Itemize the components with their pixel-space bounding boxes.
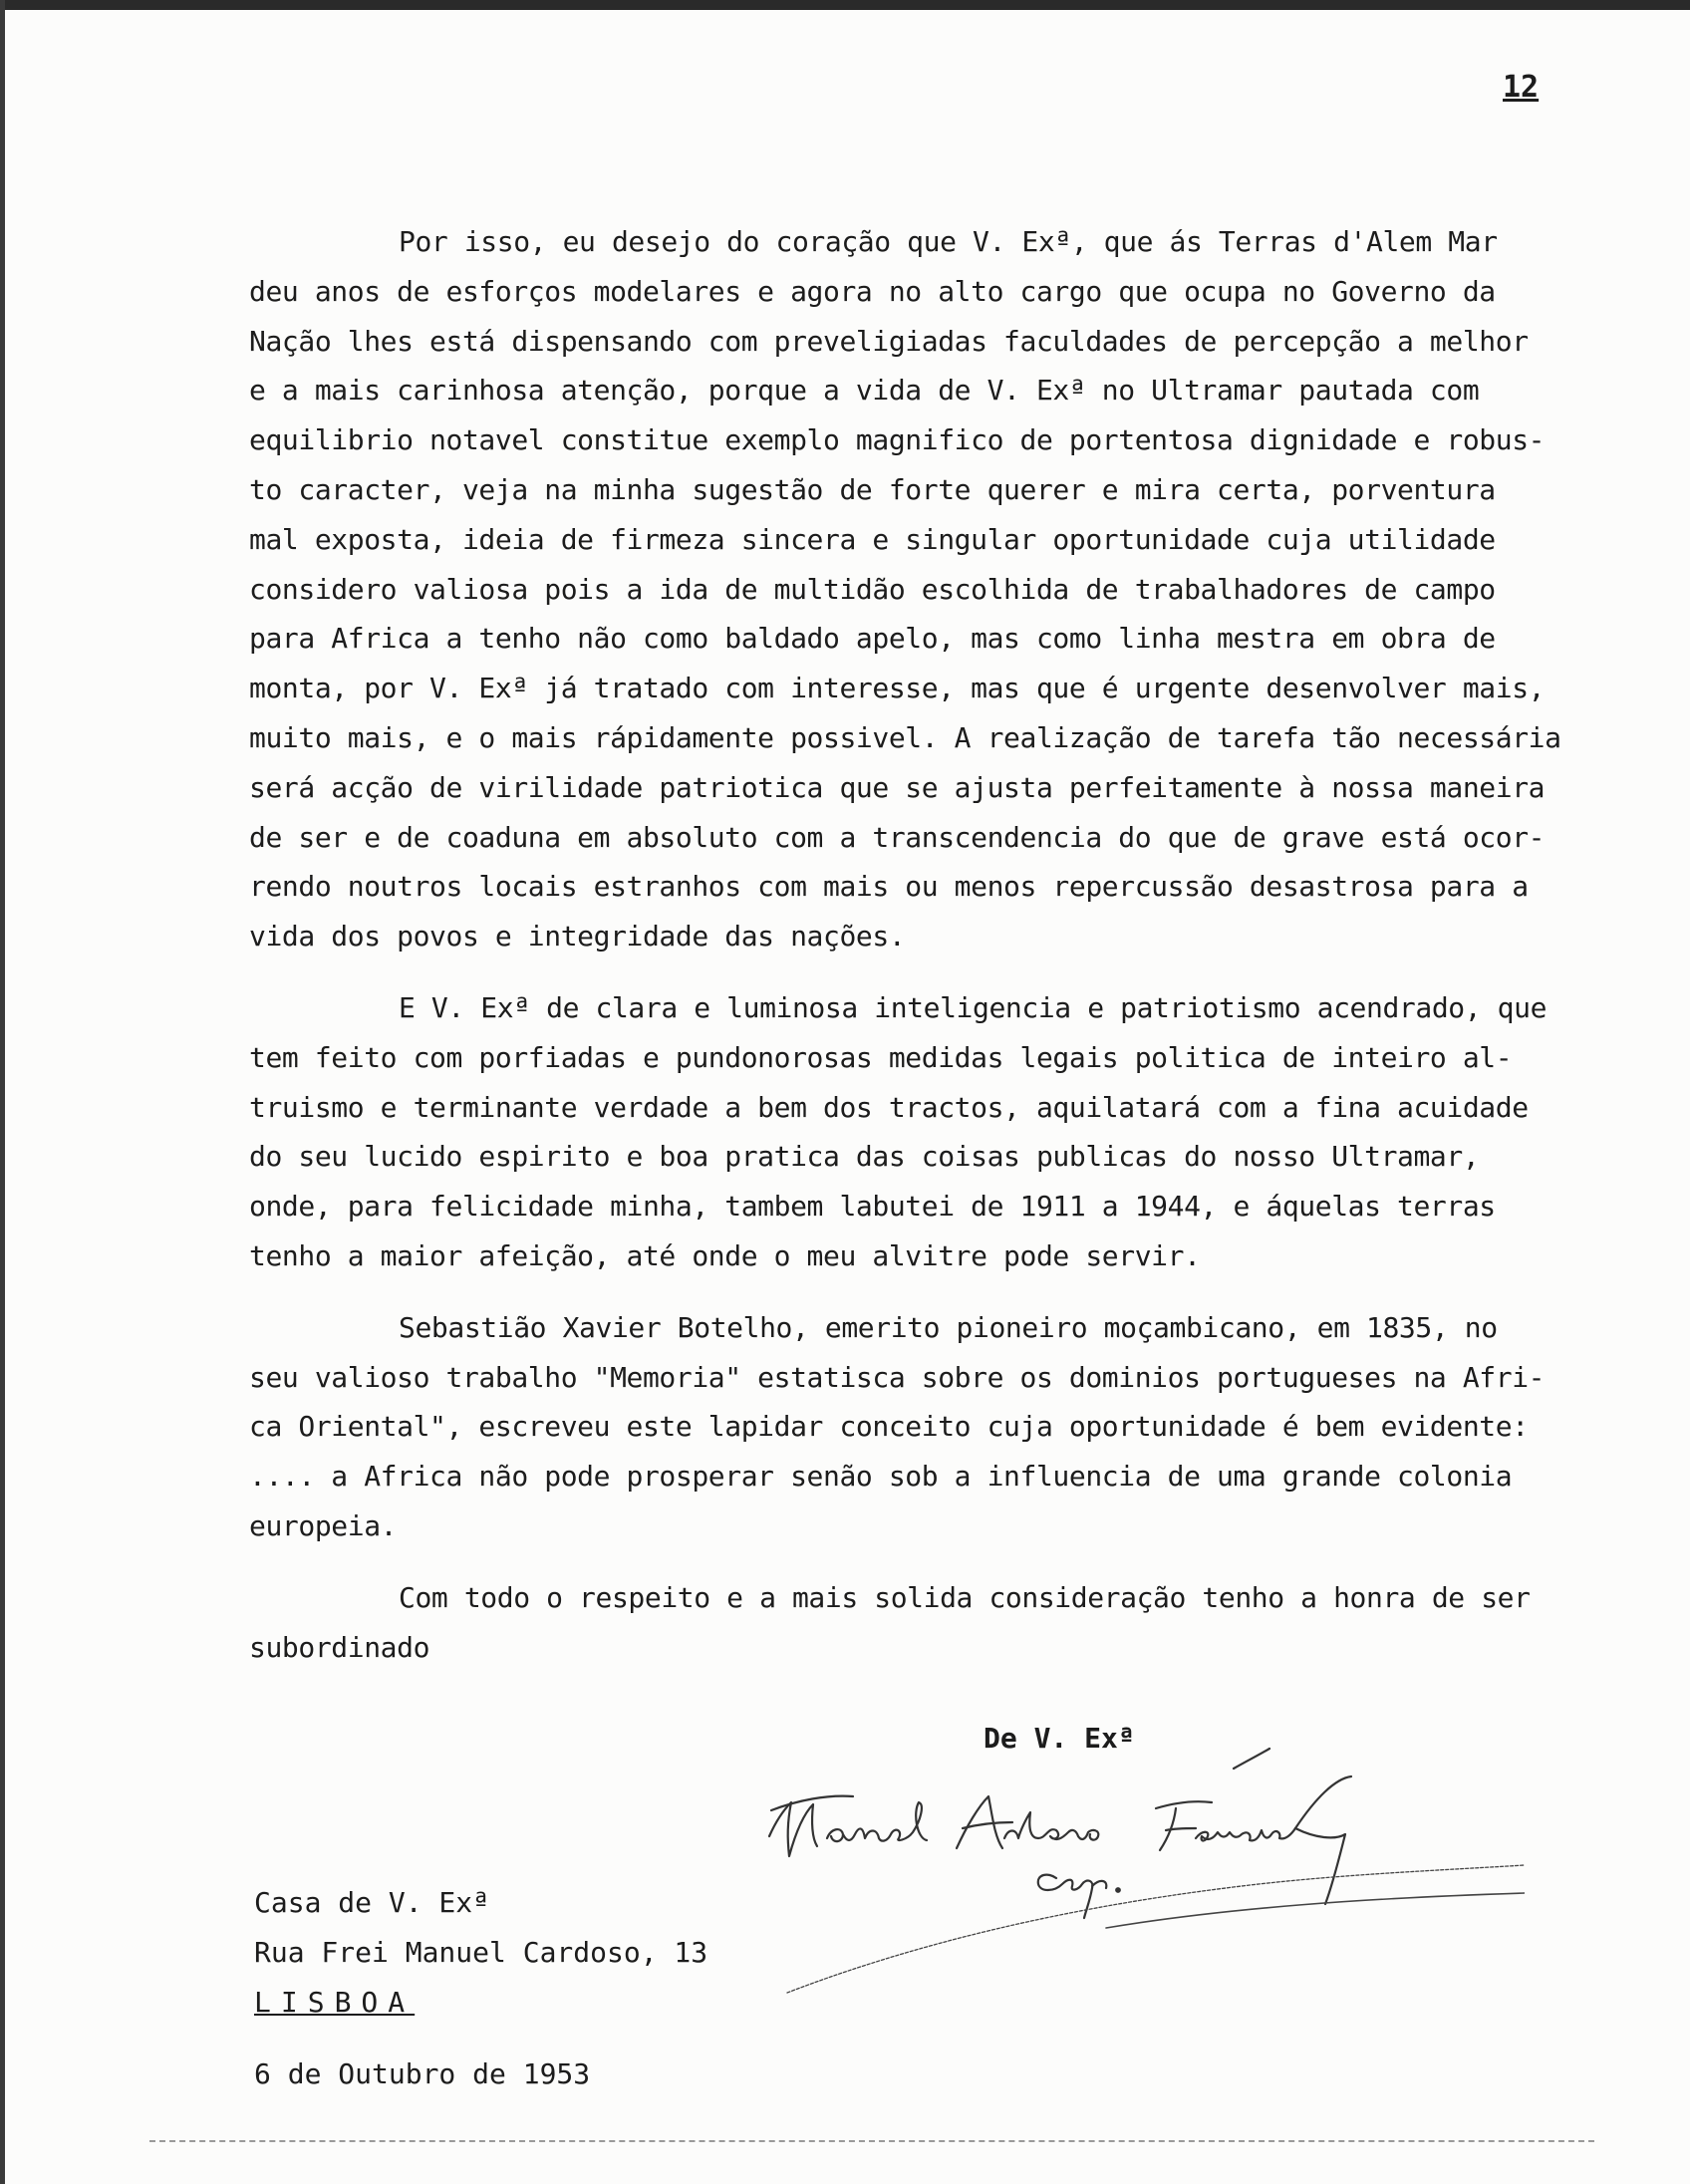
text-line: vida dos povos e integridade das nações. <box>249 920 906 954</box>
text-line: rendo noutros locais estranhos com mais ou menos repercussão desastrosa para a <box>249 870 1529 904</box>
text-line: e a mais carinhosa atenção, porque a vida de V. Exª no Ultramar pautada com <box>249 374 1480 408</box>
text-line: ca Oriental", escreveu este lapidar conceito cuja oportunidade é bem evidente: <box>249 1410 1529 1444</box>
paragraph-gap <box>249 1281 1584 1303</box>
bottom-dashed-rule <box>149 2140 1594 2142</box>
address-line-1: Casa de V. Exª <box>254 1886 490 1919</box>
text-line: do seu lucido espirito e boa pratica das coisas publicas do nosso Ultramar, <box>249 1140 1480 1174</box>
text-line: será acção de virilidade patriotica que se ajusta perfeitamente à nossa maneira <box>249 770 1546 804</box>
text-line: considero valiosa pois a ida de multidão escolhida de trabalhadores de campo <box>249 572 1496 606</box>
text-line: para Africa a tenho não como baldado apelo, mas como linha mestra em obra de <box>249 622 1496 656</box>
text-line: tem feito com porfiadas e pundonorosas medidas legais politica de inteiro al- <box>249 1040 1513 1074</box>
text-line: europeia. <box>249 1508 398 1542</box>
text-line: onde, para felicidade minha, tambem labutei de 1911 a 1944, e áquelas terras <box>249 1190 1496 1224</box>
address-city: LISBOA <box>254 1986 416 2019</box>
text-line: Sebastião Xavier Botelho, emerito pioneiro moçambicano, em 1835, no <box>399 1310 1498 1344</box>
text-line: Por isso, eu desejo do coração que V. Exª, que ás Terras d'Alem Mar <box>399 225 1498 258</box>
text-line: muito mais, e o mais rápidamente possivel. A realização de tarefa tão necessária <box>249 720 1561 754</box>
signature-underline <box>767 1813 1525 2033</box>
left-border <box>0 0 5 2184</box>
text-line: .... a Africa não pode prosperar senão sob a influencia de uma grande colonia <box>249 1460 1513 1494</box>
address-line-2: Rua Frei Manuel Cardoso, 13 <box>254 1936 708 1969</box>
text-line: Nação lhes está dispensando com preveligiadas faculdades de percepção a melhor <box>249 324 1529 358</box>
letter-body <box>249 217 1584 1672</box>
text-line: mal exposta, ideia de firmeza sincera e singular oportunidade cuja utilidade <box>249 522 1496 556</box>
text-line: equilibrio notavel constitue exemplo magnifico de portentosa dignidade e robus- <box>249 423 1546 457</box>
text-line: deu anos de esforços modelares e agora no alto cargo que ocupa no Governo da <box>249 274 1496 308</box>
paragraph-gap <box>249 961 1584 983</box>
paragraph-gap <box>249 1551 1584 1573</box>
text-line: de ser e de coaduna em absoluto com a transcendencia do que de grave está ocor- <box>249 820 1546 854</box>
sender-address <box>254 1878 707 2028</box>
top-border <box>0 0 1690 10</box>
text-line: tenho a maior afeição, até onde o meu alvitre pode servir. <box>249 1238 1201 1272</box>
text-line: seu valioso trabalho "Memoria" estatisca sobre os dominios portugueses na Afri- <box>249 1360 1546 1394</box>
text-line: monta, por V. Exª já tratado com interesse, mas que é urgente desenvolver mais, <box>249 672 1546 705</box>
text-line: to caracter, veja na minha sugestão de forte querer e mira certa, porventura <box>249 472 1496 506</box>
text-line: Com todo o respeito e a mais solida consideração tenho a honra de ser <box>399 1580 1531 1614</box>
text-line: E V. Exª de clara e luminosa inteligencia e patriotismo acendrado, que <box>399 990 1548 1024</box>
text-line: subordinado <box>249 1630 430 1664</box>
closing-greeting: De V. Exª <box>984 1722 1135 1755</box>
page-number: 12 <box>1503 70 1540 105</box>
text-line: truismo e terminante verdade a bem dos tractos, aquilatará com a fina acuidade <box>249 1090 1529 1124</box>
letter-date: 6 de Outubro de 1953 <box>254 2057 591 2090</box>
